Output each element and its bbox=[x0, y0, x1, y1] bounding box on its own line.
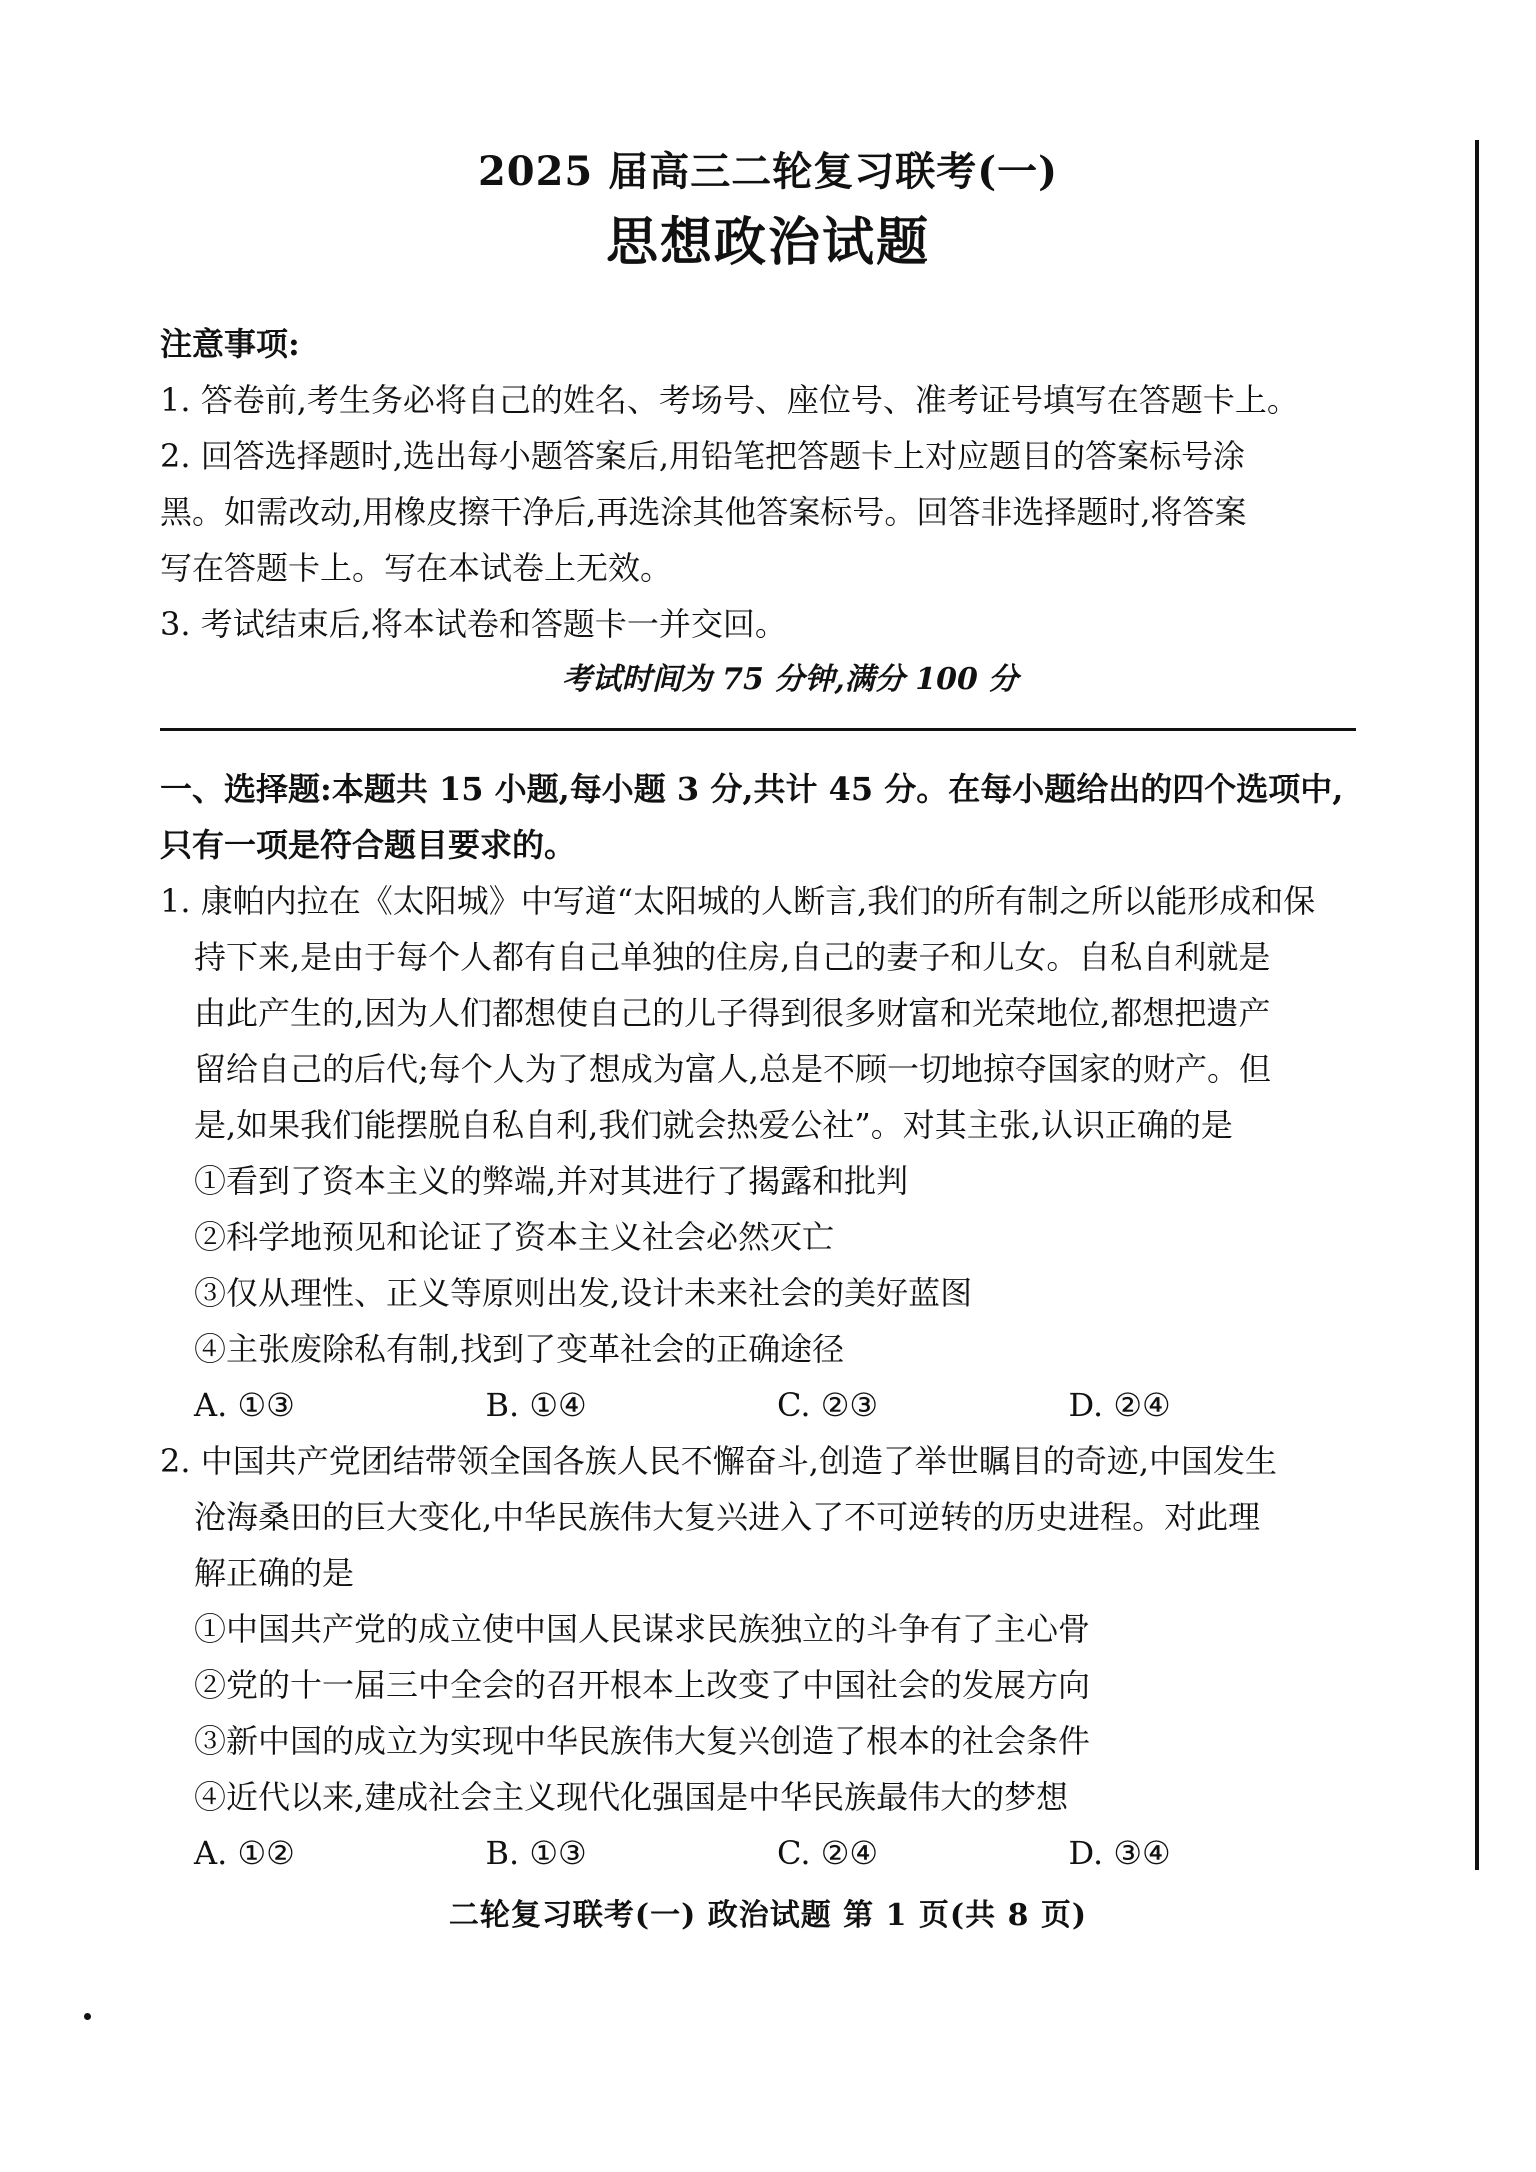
notice-item: 1. 答卷前,考生务必将自己的姓名、考场号、座位号、准考证号填写在答题卡上。 bbox=[160, 381, 1299, 419]
notice-item: 2. 回答选择题时,选出每小题答案后,用铅笔把答题卡上对应题目的答案标号涂 bbox=[160, 437, 1246, 475]
notice-section bbox=[160, 316, 1360, 708]
page-footer: 二轮复习联考(一) 政治试题 第 1 页(共 8 页) bbox=[448, 1898, 1088, 1933]
option-b: B. ①③ bbox=[485, 1834, 587, 1872]
answer-options bbox=[160, 1377, 1360, 1433]
question-stem-line: 1. 康帕内拉在《太阳城》中写道“太阳城的人断言,我们的所有制之所以能形成和保 bbox=[160, 882, 1316, 920]
question-1 bbox=[160, 873, 1360, 1433]
answer-options bbox=[160, 1825, 1360, 1881]
subject-title: 思想政治试题 bbox=[605, 212, 930, 273]
option-a: A. ①③ bbox=[194, 1386, 295, 1424]
binding-margin-line bbox=[1475, 140, 1479, 1870]
option-b: B. ①④ bbox=[485, 1386, 587, 1424]
option-a: A. ①② bbox=[194, 1834, 295, 1872]
option-d: D. ②④ bbox=[1068, 1386, 1171, 1424]
question-stem-line: 解正确的是 bbox=[194, 1554, 355, 1592]
section-heading: 只有一项是符合题目要求的。 bbox=[160, 826, 577, 864]
statement: ③仅从理性、正义等原则出发,设计未来社会的美好蓝图 bbox=[194, 1274, 973, 1312]
section-heading: 一、选择题:本题共 15 小题,每小题 3 分,共计 45 分。在每小题给出的四个选项中, bbox=[160, 770, 1344, 808]
question-2 bbox=[160, 1433, 1360, 1881]
question-stem-line: 2. 中国共产党团结带领全国各族人民不懈奋斗,创造了举世瞩目的奇迹,中国发生 bbox=[160, 1442, 1278, 1480]
statement: ①看到了资本主义的弊端,并对其进行了揭露和批判 bbox=[194, 1162, 909, 1200]
question-stem-line: 留给自己的后代;每个人为了想成为富人,总是不顾一切地掠夺国家的财产。但 bbox=[194, 1050, 1271, 1088]
page-content bbox=[160, 316, 1360, 1881]
exam-duration: 考试时间为 75 分钟,满分 100 分 bbox=[561, 662, 1019, 697]
option-c: C. ②③ bbox=[777, 1386, 879, 1424]
notice-heading: 注意事项: bbox=[160, 325, 300, 363]
notice-item: 3. 考试结束后,将本试卷和答题卡一并交回。 bbox=[160, 605, 787, 643]
notice-item: 黑。如需改动,用橡皮擦干净后,再选涂其他答案标号。回答非选择题时,将答案 bbox=[160, 493, 1247, 531]
statement: ③新中国的成立为实现中华民族伟大复兴创造了根本的社会条件 bbox=[194, 1722, 1091, 1760]
question-stem-line: 由此产生的,因为人们都想使自己的儿子得到很多财富和光荣地位,都想把遗产 bbox=[194, 994, 1271, 1032]
statement: ②科学地预见和论证了资本主义社会必然灭亡 bbox=[194, 1218, 835, 1256]
option-d: D. ③④ bbox=[1068, 1834, 1171, 1872]
question-stem-line: 是,如果我们能摆脱自私自利,我们就会热爱公社”。对其主张,认识正确的是 bbox=[194, 1106, 1233, 1144]
question-stem-line: 持下来,是由于每个人都有自己单独的住房,自己的妻子和儿女。自私自利就是 bbox=[194, 938, 1271, 976]
statement: ④主张废除私有制,找到了变革社会的正确途径 bbox=[194, 1330, 845, 1368]
statement: ④近代以来,建成社会主义现代化强国是中华民族最伟大的梦想 bbox=[194, 1778, 1069, 1816]
question-stem-line: 沧海桑田的巨大变化,中华民族伟大复兴进入了不可逆转的历史进程。对此理 bbox=[194, 1498, 1261, 1536]
section-divider bbox=[160, 728, 1356, 731]
statement: ①中国共产党的成立使中国人民谋求民族独立的斗争有了主心骨 bbox=[194, 1610, 1091, 1648]
notice-item: 写在答题卡上。写在本试卷上无效。 bbox=[160, 549, 673, 587]
option-c: C. ②④ bbox=[777, 1834, 879, 1872]
exam-title: 2025 届高三二轮复习联考(一) bbox=[477, 148, 1059, 195]
section-multiple-choice bbox=[160, 761, 1360, 1881]
stray-dot-mark bbox=[84, 2013, 91, 2020]
statement: ②党的十一届三中全会的召开根本上改变了中国社会的发展方向 bbox=[194, 1666, 1091, 1704]
